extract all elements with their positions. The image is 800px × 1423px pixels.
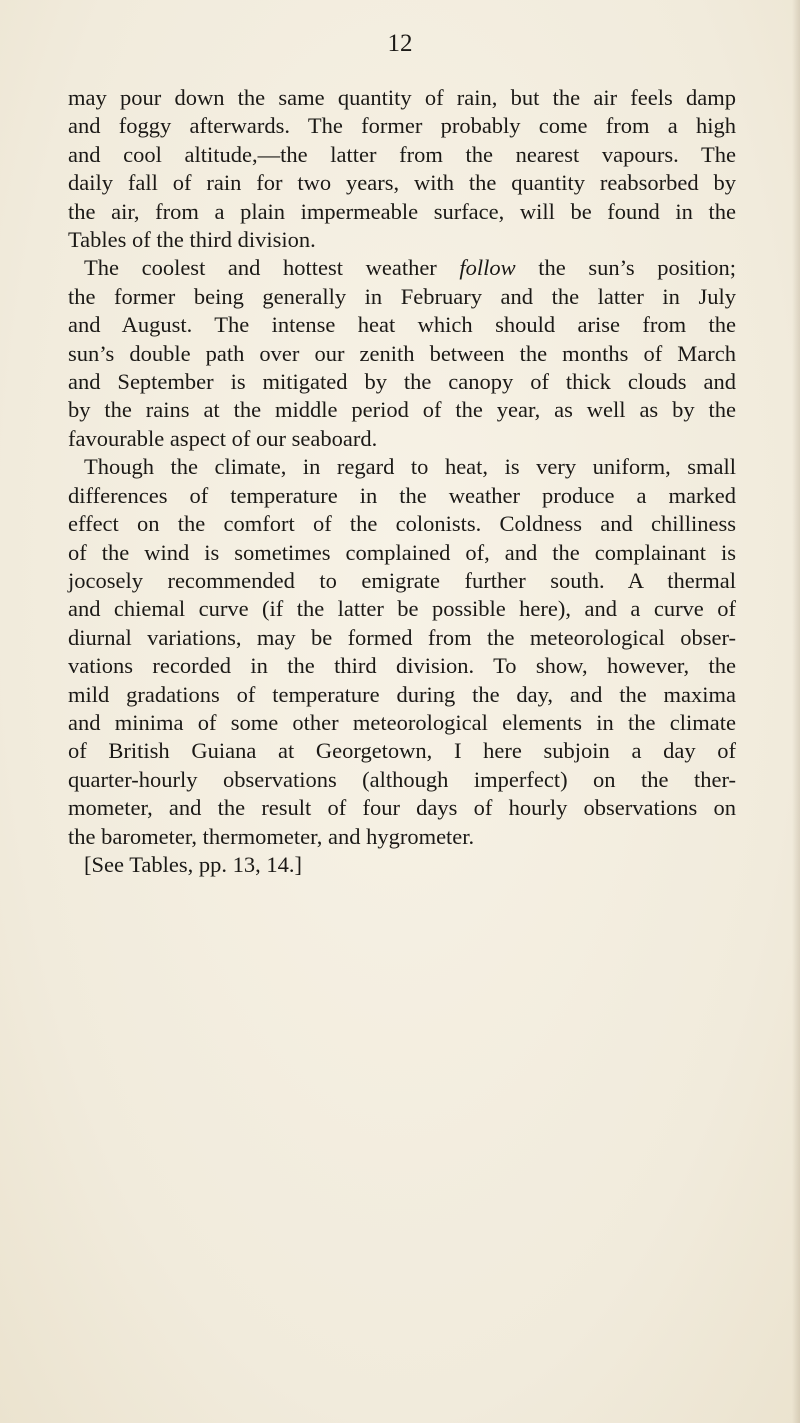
text-line: may pour down the same quantity of rain, but the air feels damp <box>68 85 736 110</box>
paragraph-4 <box>68 851 736 879</box>
text-line: and September is mitigated by the canopy of thick clouds and <box>68 369 736 395</box>
text-line: the air, from a plain impermeable surface, will be found in the <box>68 198 736 224</box>
text-line: vations recorded in the third division. To show, however, the <box>68 653 736 679</box>
text-line <box>68 254 736 282</box>
table-reference: [See Tables, pp. 13, 14.] <box>84 851 302 877</box>
paragraph-2 <box>68 254 736 453</box>
text-line: sun’s double path over our zenith between the months of March <box>68 340 736 366</box>
text-segment: The coolest and hottest weather <box>84 255 460 281</box>
text-line: Though the climate, in regard to heat, is very uniform, small <box>84 454 736 480</box>
text-segment: the sun’s position; <box>515 255 736 281</box>
text-line: the barometer, thermometer, and hygrometer. <box>68 823 475 849</box>
text-line: and chiemal curve (if the latter be possible here), and a curve of <box>68 596 736 622</box>
text-line: quarter-hourly observations (although imperfect) on the ther- <box>68 766 736 792</box>
text-line: effect on the comfort of the colonists. Coldness and chilliness <box>68 511 736 537</box>
page-number: 12 <box>387 30 413 57</box>
paragraph-3 <box>68 453 736 851</box>
text-line: and August. The intense heat which should arise from the <box>68 312 736 338</box>
text-line: differences of temperature in the weather produce a marked <box>68 482 736 508</box>
text-line: Tables of the third division. <box>68 227 316 253</box>
text-line: jocosely recommended to emigrate further south. A thermal <box>68 567 736 593</box>
text-line: mometer, and the result of four days of hourly observations on <box>68 795 736 821</box>
text-line: favourable aspect of our seaboard. <box>68 425 378 451</box>
text-line: and foggy afterwards. The former probably come from a high <box>68 113 736 139</box>
text-line: daily fall of rain for two years, with the quantity reabsorbed by <box>68 170 736 196</box>
text-line: of British Guiana at Georgetown, I here subjoin a day of <box>68 738 736 764</box>
text-line: the former being generally in February and the latter in July <box>68 283 736 309</box>
text-line: of the wind is sometimes complained of, and the complainant is <box>68 539 736 565</box>
text-line: by the rains at the middle period of the year, as well as by the <box>68 397 736 423</box>
text-line: and cool altitude,—the latter from the nearest vapours. The <box>68 141 736 167</box>
paragraph-1 <box>68 84 736 254</box>
italic-word: follow <box>459 255 516 281</box>
body-text <box>68 84 736 879</box>
text-line: and minima of some other meteorological elements in the climate <box>68 709 736 735</box>
page-edge-shadow <box>792 0 800 1423</box>
text-line: mild gradations of temperature during the day, and the maxima <box>68 681 736 707</box>
text-line: diurnal variations, may be formed from the meteorological obser- <box>68 624 736 650</box>
